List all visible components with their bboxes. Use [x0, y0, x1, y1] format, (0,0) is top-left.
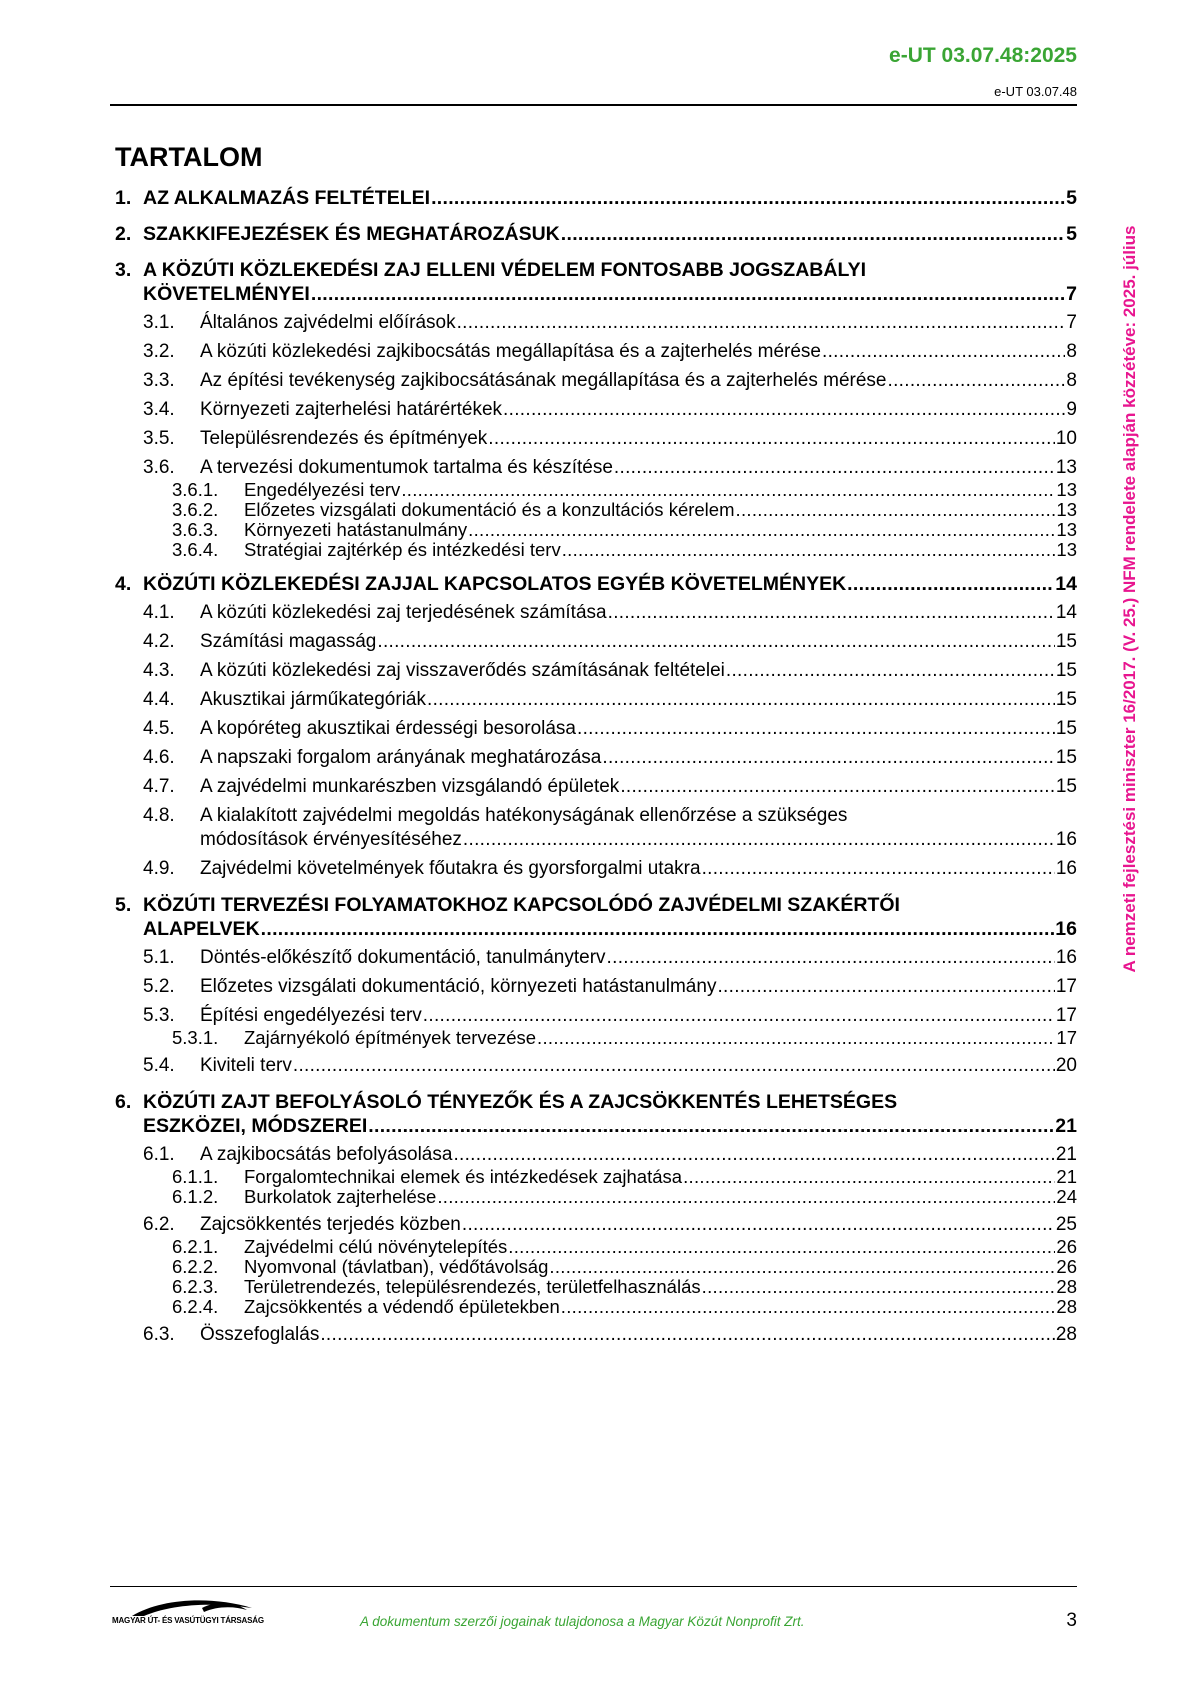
header-divider	[110, 104, 1077, 106]
toc-entry-title: Döntés-előkészítő dokumentáció, tanulmányterv	[200, 947, 606, 968]
page-number: 3	[1066, 1610, 1077, 1631]
toc-entry[interactable]	[115, 500, 1077, 520]
logo-text: MAGYAR ÚT- ÉS VASÚTÜGYI TÁRSASÁG	[112, 1616, 264, 1625]
toc-entry-page: 14	[1055, 602, 1077, 623]
toc-entry-number: 5.4.	[143, 1055, 175, 1076]
dot-leader	[888, 369, 1066, 393]
toc-entry[interactable]	[115, 893, 1077, 917]
toc-entry-page: 20	[1055, 1055, 1077, 1076]
toc-entry-title: A tervezési dokumentumok tartalma és készítése	[200, 457, 613, 478]
toc-entry-page: 24	[1056, 1186, 1077, 1207]
toc-entry-number: 2.	[115, 223, 132, 245]
dot-leader	[468, 520, 1055, 540]
dot-leader	[614, 456, 1055, 480]
document-code: e-UT 03.07.48:2025	[889, 44, 1077, 67]
toc-entry-number: 4.4.	[143, 689, 175, 710]
toc-entry-page: 10	[1055, 428, 1077, 449]
document-subcode: e-UT 03.07.48	[994, 84, 1077, 99]
toc-entry-number: 5.	[115, 894, 132, 916]
dot-leader	[726, 659, 1055, 683]
side-publication-note: A nemzeti fejlesztési miniszter 16/2017. (V. 25.) NFM rendelete alapján közzétéve: 2025. július	[1120, 225, 1139, 973]
toc-entry-title: Zajcsökkentés a védendő épületekben	[244, 1296, 560, 1317]
toc-entry-continuation[interactable]	[115, 917, 1077, 941]
toc-entry-number: 3.2.	[143, 341, 175, 362]
toc-entry-number: 6.1.	[143, 1144, 175, 1165]
toc-entry-page: 5	[1066, 223, 1077, 245]
toc-entry[interactable]	[115, 1297, 1077, 1317]
toc-entry-page: 7	[1066, 283, 1077, 305]
dot-leader	[683, 1167, 1055, 1187]
toc-entry[interactable]	[115, 1277, 1077, 1297]
dot-leader	[293, 1054, 1055, 1078]
toc-entry-number: 4.5.	[143, 718, 175, 739]
toc-entry-number: 3.6.	[143, 457, 175, 478]
toc-entry[interactable]	[115, 688, 1077, 712]
toc-entry-title: Számítási magasság	[200, 631, 377, 652]
toc-entry-number: 4.6.	[143, 747, 175, 768]
toc-entry-page: 13	[1056, 539, 1077, 560]
toc-entry-title: Zajvédelmi követelmények főutakra és gyorsforgalmi utakra	[200, 858, 701, 879]
dot-leader	[537, 1028, 1055, 1048]
toc-entry-page: 25	[1055, 1214, 1077, 1235]
toc-entry-title: Kiviteli terv	[200, 1055, 292, 1076]
toc-entry-title: Az építési tevékenység zajkibocsátásának megállapítása és a zajterhelés mérése	[200, 370, 887, 391]
toc-entry-page: 28	[1056, 1276, 1077, 1297]
toc-entry-number: 3.4.	[143, 399, 175, 420]
toc-entry-title: A kialakított zajvédelmi megoldás hatékonyságának ellenőrzése a szükséges	[200, 805, 848, 826]
toc-entry-number: 1.	[115, 187, 132, 209]
dot-leader	[503, 398, 1065, 422]
toc-entry[interactable]	[115, 258, 1077, 282]
toc-entry-continuation[interactable]	[115, 282, 1077, 306]
dot-leader	[549, 1257, 1055, 1277]
toc-entry-number: 6.	[115, 1091, 132, 1113]
dot-leader	[736, 500, 1056, 520]
toc-entry[interactable]	[115, 857, 1077, 881]
toc-entry-page: 15	[1055, 689, 1077, 710]
toc-entry[interactable]	[115, 222, 1077, 246]
toc-entry-page: 28	[1055, 1324, 1077, 1345]
toc-entry-page: 14	[1055, 573, 1077, 595]
toc-entry-number: 6.2.4.	[172, 1296, 219, 1317]
dot-leader	[602, 746, 1055, 770]
toc-entry-title-cont: ESZKÖZEI, MÓDSZEREI	[143, 1115, 368, 1137]
toc-entry-page: 15	[1055, 660, 1077, 681]
toc-entry-number: 3.	[115, 259, 132, 281]
toc-entry-title: Engedélyezési terv	[244, 479, 401, 500]
toc-entry-number: 5.3.1.	[172, 1027, 219, 1048]
dot-leader	[508, 1237, 1055, 1257]
toc-entry-page: 7	[1066, 312, 1077, 333]
toc-entry-title: A közúti közlekedési zaj visszaverődés számításának feltételei	[200, 660, 725, 681]
toc-entry-number: 5.2.	[143, 976, 175, 997]
toc-entry-page: 26	[1056, 1236, 1077, 1257]
dot-leader	[702, 857, 1055, 881]
toc-entry-continuation[interactable]	[115, 828, 1077, 852]
toc-entry-page: 9	[1066, 399, 1077, 420]
toc-entry-number: 5.3.	[143, 1005, 175, 1026]
toc-entry-title: Forgalomtechnikai elemek és intézkedések zajhatása	[244, 1166, 683, 1187]
toc-entry[interactable]	[115, 1187, 1077, 1207]
toc-entry-number: 4.2.	[143, 631, 175, 652]
toc-entry[interactable]	[115, 1054, 1077, 1078]
toc-entry-page: 21	[1055, 1144, 1077, 1165]
toc-entry-page: 16	[1055, 918, 1077, 940]
dot-leader	[423, 1004, 1055, 1028]
toc-entry-number: 3.5.	[143, 428, 175, 449]
dot-leader	[311, 282, 1065, 306]
toc-entry-title: A közúti közlekedési zajkibocsátás megállapítása és a zajterhelés mérése	[200, 341, 821, 362]
toc-entry-title: Környezeti hatástanulmány	[244, 519, 468, 540]
toc-entry-continuation[interactable]	[115, 1114, 1077, 1138]
toc-entry-number: 4.3.	[143, 660, 175, 681]
toc-entry-page: 8	[1066, 341, 1077, 362]
dot-leader	[368, 1114, 1054, 1138]
toc-entry-number: 3.6.3.	[172, 519, 219, 540]
toc-entry-number: 4.	[115, 573, 132, 595]
toc-entry-title: Előzetes vizsgálati dokumentáció, környezeti hatástanulmány	[200, 976, 717, 997]
dot-leader	[608, 601, 1055, 625]
dot-leader	[847, 572, 1054, 596]
toc-entry-number: 6.2.1.	[172, 1236, 219, 1257]
toc-entry-title: Előzetes vizsgálati dokumentáció és a konzultációs kérelem	[244, 499, 735, 520]
dot-leader	[607, 946, 1055, 970]
toc-entry-page: 16	[1055, 858, 1077, 879]
toc-entry[interactable]	[115, 480, 1077, 500]
toc-entry-title: KÖZÚTI KÖZLEKEDÉSI ZAJJAL KAPCSOLATOS EGYÉB KÖVETELMÉNYEK	[143, 573, 847, 595]
toc-entry[interactable]	[115, 398, 1077, 422]
toc-entry-title: Zajárnyékoló építmények tervezése	[244, 1027, 537, 1048]
toc-entry-number: 3.6.4.	[172, 539, 219, 560]
toc-entry-number: 6.2.	[143, 1214, 175, 1235]
dot-leader	[620, 775, 1055, 799]
toc-entry-title: KÖZÚTI ZAJT BEFOLYÁSOLÓ TÉNYEZŐK ÉS A ZAJCSÖKKENTÉS LEHETSÉGES	[143, 1091, 898, 1113]
dot-leader	[453, 1143, 1054, 1167]
toc-entry-page: 16	[1055, 829, 1077, 850]
toc-entry[interactable]	[115, 601, 1077, 625]
toc-entry[interactable]	[115, 540, 1077, 560]
toc-entry-number: 6.2.2.	[172, 1256, 219, 1277]
toc-entry-title: Nyomvonal (távlatban), védőtávolság	[244, 1256, 549, 1277]
toc-entry-title: Építési engedélyezési terv	[200, 1005, 422, 1026]
toc-entry-page: 13	[1056, 499, 1077, 520]
toc-entry-title: A kopóréteg akusztikai érdességi besorolása	[200, 718, 577, 739]
toc-entry-number: 6.2.3.	[172, 1276, 219, 1297]
dot-leader	[261, 917, 1055, 941]
dot-leader	[457, 311, 1066, 335]
toc-entry-title: A zajkibocsátás befolyásolása	[200, 1144, 453, 1165]
toc-entry-number: 3.1.	[143, 312, 175, 333]
toc-entry-title: Akusztikai járműkategóriák	[200, 689, 426, 710]
footer-divider	[110, 1586, 1077, 1587]
toc-entry-page: 17	[1055, 976, 1077, 997]
toc-entry-page: 15	[1055, 776, 1077, 797]
toc-entry-title: Burkolatok zajterhelése	[244, 1186, 437, 1207]
toc-entry-page: 26	[1056, 1256, 1077, 1277]
toc-entry[interactable]	[115, 1004, 1077, 1028]
toc-entry-page: 17	[1056, 1027, 1077, 1048]
toc-entry-title: A KÖZÚTI KÖZLEKEDÉSI ZAJ ELLENI VÉDELEM FONTOSABB JOGSZABÁLYI	[143, 259, 867, 281]
toc-entry-page: 13	[1056, 519, 1077, 540]
toc-entry-number: 4.1.	[143, 602, 175, 623]
toc-entry[interactable]	[115, 746, 1077, 770]
toc-entry-page: 15	[1055, 747, 1077, 768]
toc-entry[interactable]	[115, 427, 1077, 451]
toc-entry[interactable]	[115, 1237, 1077, 1257]
toc-entry-title-cont: ALAPELVEK	[143, 918, 260, 940]
toc-entry-title: Zajcsökkentés terjedés közben	[200, 1214, 461, 1235]
toc-entry[interactable]	[115, 1323, 1077, 1347]
toc-entry[interactable]	[115, 1028, 1077, 1048]
toc-entry-page: 8	[1066, 370, 1077, 391]
toc-entry[interactable]	[115, 1167, 1077, 1187]
toc-entry-page: 21	[1056, 1166, 1077, 1187]
toc-entry[interactable]	[115, 630, 1077, 654]
toc-entry-number: 5.1.	[143, 947, 175, 968]
toc-entry[interactable]	[115, 311, 1077, 335]
dot-leader	[437, 1187, 1055, 1207]
toc-entry-page: 16	[1055, 947, 1077, 968]
toc-entry[interactable]	[115, 775, 1077, 799]
toc-entry-number: 4.8.	[143, 805, 175, 826]
toc-entry-number: 3.6.1.	[172, 479, 219, 500]
toc-entry[interactable]	[115, 186, 1077, 210]
toc-entry-title-cont: KÖVETELMÉNYEI	[143, 283, 310, 305]
toc-entry-number: 4.7.	[143, 776, 175, 797]
toc-entry[interactable]	[115, 340, 1077, 364]
table-of-contents	[115, 186, 1077, 1347]
toc-entry[interactable]	[115, 975, 1077, 999]
toc-entry-title: Településrendezés és építmények	[200, 428, 488, 449]
dot-leader	[320, 1323, 1055, 1347]
toc-entry-title: A közúti közlekedési zaj terjedésének számítása	[200, 602, 607, 623]
toc-entry[interactable]	[115, 520, 1077, 540]
toc-entry[interactable]	[115, 717, 1077, 741]
toc-entry-page: 28	[1056, 1296, 1077, 1317]
toc-entry-page: 21	[1055, 1115, 1077, 1137]
toc-entry[interactable]	[115, 456, 1077, 480]
copyright-note: A dokumentum szerzői jogainak tulajdonosa a Magyar Közút Nonprofit Zrt.	[360, 1614, 805, 1629]
dot-leader	[431, 186, 1065, 210]
toc-entry-title: AZ ALKALMAZÁS FELTÉTELEI	[143, 187, 431, 209]
dot-leader	[717, 975, 1054, 999]
toc-entry-title: Területrendezés, településrendezés, területfelhasználás	[244, 1276, 701, 1297]
toc-entry[interactable]	[115, 946, 1077, 970]
dot-leader	[377, 630, 1055, 654]
toc-entry[interactable]	[115, 369, 1077, 393]
dot-leader	[822, 340, 1065, 364]
toc-entry-number: 6.1.2.	[172, 1186, 219, 1207]
toc-entry-page: 15	[1055, 631, 1077, 652]
toc-entry[interactable]	[115, 1143, 1077, 1167]
toc-entry-page: 15	[1055, 718, 1077, 739]
toc-entry[interactable]	[115, 572, 1077, 596]
toc-entry-title: Összefoglalás	[200, 1324, 320, 1345]
toc-entry-title: KÖZÚTI TERVEZÉSI FOLYAMATOKHOZ KAPCSOLÓDÓ ZAJVÉDELMI SZAKÉRTŐI	[143, 894, 900, 916]
toc-entry-title: Általános zajvédelmi előírások	[200, 312, 456, 333]
toc-entry-title-cont: módosítások érvényesítéséhez	[200, 829, 462, 850]
dot-leader	[401, 480, 1055, 500]
toc-entry[interactable]	[115, 804, 1077, 828]
toc-entry-page: 5	[1066, 187, 1077, 209]
toc-entry-title: Zajvédelmi célú növénytelepítés	[244, 1236, 508, 1257]
dot-leader	[561, 1297, 1056, 1317]
dot-leader	[462, 1213, 1055, 1237]
toc-entry-number: 3.6.2.	[172, 499, 219, 520]
toc-entry-page: 13	[1055, 457, 1077, 478]
dot-leader	[488, 427, 1055, 451]
toc-title: TARTALOM	[115, 142, 263, 172]
toc-entry-number: 3.3.	[143, 370, 175, 391]
dot-leader	[427, 688, 1055, 712]
toc-entry-title: Környezeti zajterhelési határértékek	[200, 399, 503, 420]
toc-entry-title: A napszaki forgalom arányának meghatározása	[200, 747, 602, 768]
toc-entry[interactable]	[115, 1213, 1077, 1237]
toc-entry-number: 6.3.	[143, 1324, 175, 1345]
toc-entry-number: 6.1.1.	[172, 1166, 219, 1187]
toc-entry[interactable]	[115, 659, 1077, 683]
dot-leader	[577, 717, 1055, 741]
dot-leader	[561, 222, 1065, 246]
toc-entry-page: 13	[1056, 479, 1077, 500]
toc-entry[interactable]	[115, 1090, 1077, 1114]
dot-leader	[562, 540, 1056, 560]
toc-entry[interactable]	[115, 1257, 1077, 1277]
toc-entry-number: 4.9.	[143, 858, 175, 879]
toc-entry-title: A zajvédelmi munkarészben vizsgálandó épületek	[200, 776, 620, 797]
dot-leader	[702, 1277, 1056, 1297]
toc-entry-title: Stratégiai zajtérkép és intézkedési terv	[244, 539, 561, 560]
toc-entry-page: 17	[1055, 1005, 1077, 1026]
dot-leader	[463, 828, 1055, 852]
toc-entry-title: SZAKKIFEJEZÉSEK ÉS MEGHATÁROZÁSUK	[143, 223, 560, 245]
